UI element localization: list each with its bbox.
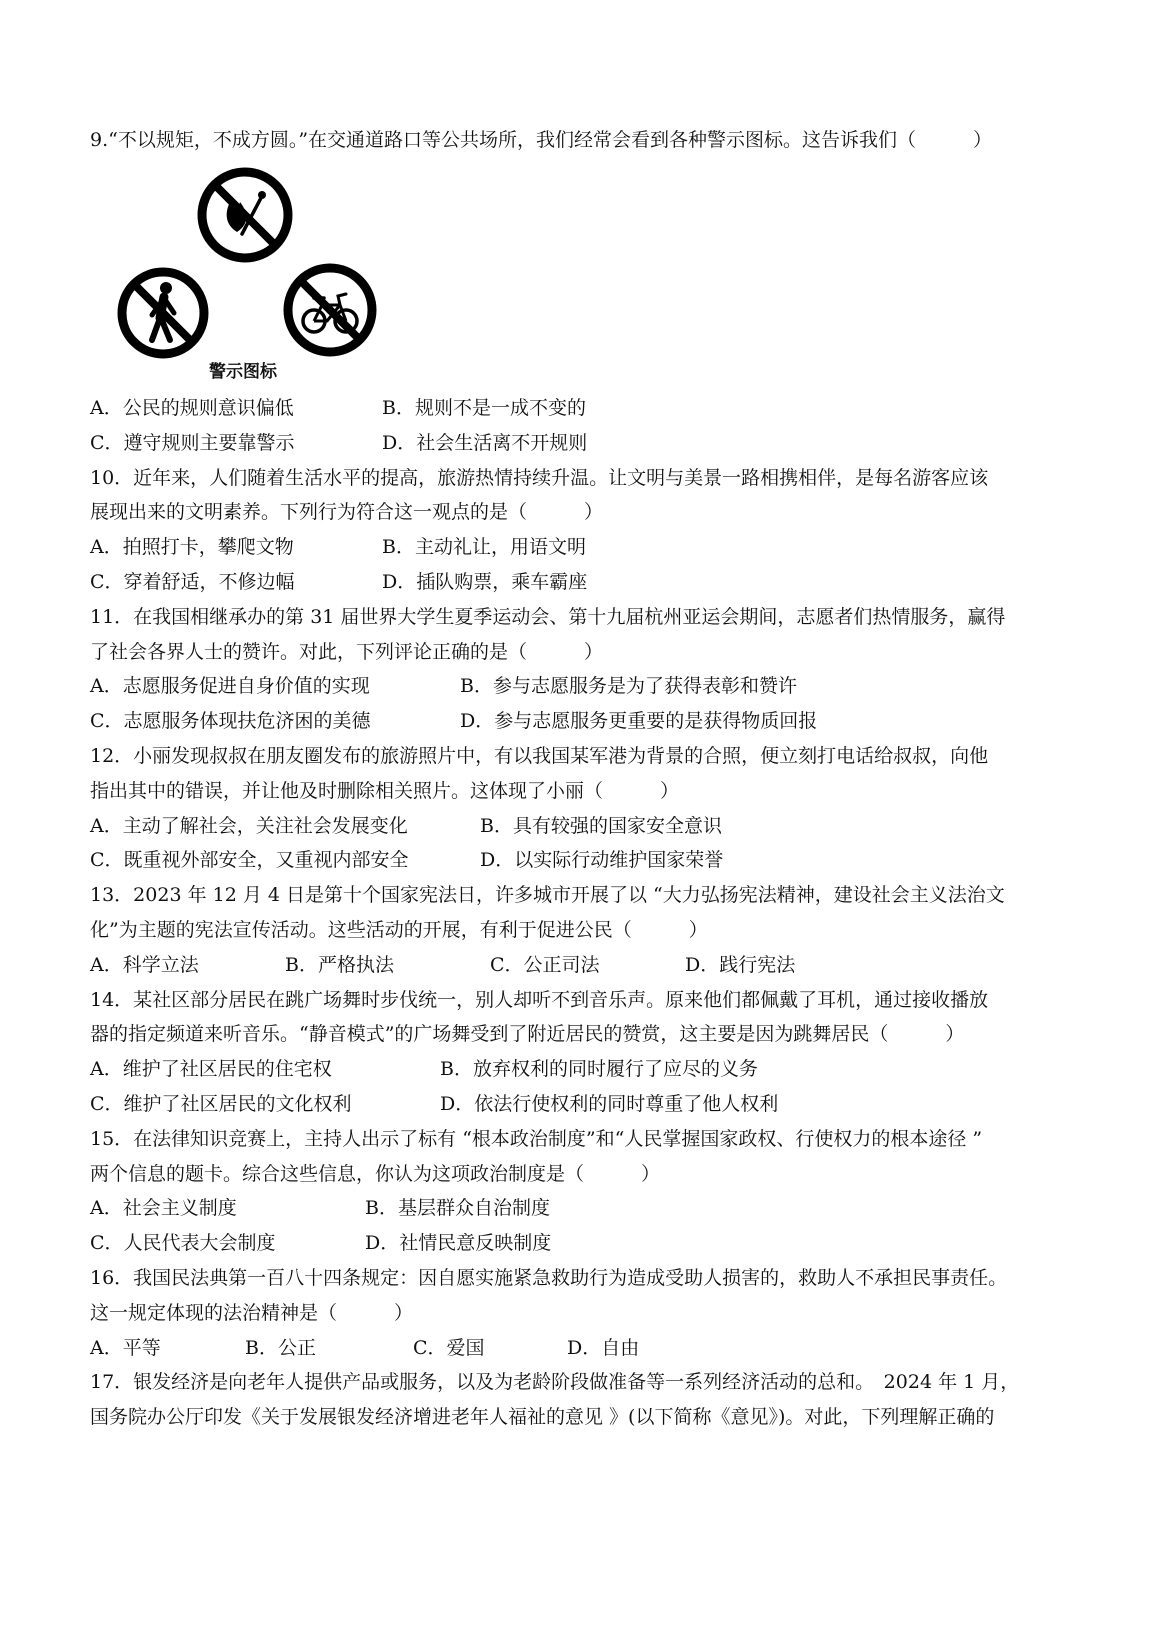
option-c: C．遵守规则主要靠警示 [90, 431, 295, 454]
option-c: C．既重视外部安全，又重视内部安全 [90, 849, 409, 872]
question-16-stem: 16．我国民法典第一百八十四条规定：因自愿实施紧急救助行为造成受助人损害的，救助人不承担民事责任。 [90, 1266, 1008, 1289]
options-row [90, 565, 1090, 600]
options-row [90, 948, 1090, 983]
option-c: C．人民代表大会制度 [90, 1232, 276, 1255]
option-b: B．公正 [245, 1336, 316, 1359]
options-row [90, 843, 1090, 878]
question-9-stem: 9.“不以规矩，不成方圆。”在交通道路口等公共场所，我们经常会看到各种警示图标。这告诉我们（ ） [90, 129, 993, 151]
option-a: A．主动了解社会，关注社会发展变化 [90, 814, 408, 837]
option-a: A．公民的规则意识偏低 [90, 397, 294, 419]
option-d: D．依法行使权利的同时尊重了他人权利 [440, 1092, 779, 1115]
pedestrian-head-icon [160, 282, 172, 294]
no-pedestrian-icon [122, 272, 204, 354]
options-row [90, 1226, 1090, 1261]
option-d: D．自由 [567, 1336, 640, 1359]
options-row [90, 426, 1090, 461]
question-15-stem: 两个信息的题卡。综合这些信息，你认为这项政治制度是（ ） [90, 1162, 661, 1185]
question-15-stem: 15．在法律知识竞赛上，主持人出示了标有 “根本政治制度”和“人民掌握国家政权、行使权力的根本途径 ” [90, 1127, 983, 1150]
question-body [90, 391, 1090, 1435]
question-14-stem: 14．某社区部分居民在跳广场舞时步伐统一，别人却听不到音乐声。原来他们都佩戴了耳机，通过接收播放 [90, 988, 989, 1011]
option-a: A．拍照打卡，攀爬文物 [90, 536, 294, 559]
question-13-stem: 13．2023 年 12 月 4 日是第十个国家宪法日，许多城市开展了以 “大力弘扬宪法精神，建设社会主义法治文 [90, 884, 1005, 907]
question-12-stem: 指出其中的错误，并让他及时删除相关照片。这体现了小丽（ ） [90, 779, 680, 802]
question-17-stem: 17．银发经济是向老年人提供产品或服务，以及为老龄阶段做准备等一系列经济活动的总和。 2024 年 1 月， [90, 1371, 1020, 1394]
option-a: A．维护了社区居民的住宅权 [90, 1058, 332, 1081]
options-row [90, 1052, 1090, 1087]
warning-signs-figure [110, 160, 390, 390]
question-17-stem: 国务院办公厅印发《关于发展银发经济增进老年人福祉的意见 》(以下简称《意见》)。对此，下列理解正确的 [90, 1406, 995, 1429]
question-10-stem: 10．近年来，人们随着生活水平的提高，旅游热情持续升温。让文明与美景一路相携相伴，是每名游客应该 [90, 466, 989, 489]
option-b: B．规则不是一成不变的 [382, 397, 586, 419]
options-row [90, 809, 1090, 844]
option-d: D．社情民意反映制度 [365, 1232, 552, 1255]
question-14-stem: 器的指定频道来听音乐。“静音模式”的广场舞受到了附近居民的赞赏，这主要是因为跳舞居民（ ） [90, 1023, 965, 1046]
option-d: D．插队购票，乘车霸座 [382, 570, 588, 593]
no-bicycle-icon [288, 268, 372, 352]
option-b: B．主动礼让，用语文明 [382, 536, 586, 559]
question-12-stem: 12．小丽发现叔叔在朋友圈发布的旅游照片中，有以我国某军港为背景的合照，便立刻打电话给叔叔，向他 [90, 744, 989, 767]
option-b: B．具有较强的国家安全意识 [480, 814, 722, 837]
question-10-stem: 展现出来的文明素养。下列行为符合这一观点的是（ ） [90, 501, 604, 524]
options-row [90, 1331, 1090, 1366]
no-fire-icon [202, 172, 288, 258]
option-a: A．科学立法 [90, 953, 199, 976]
option-d: D．社会生活离不开规则 [382, 431, 588, 454]
option-d: D．以实际行动维护国家荣誉 [480, 849, 724, 872]
option-c: C．爱国 [413, 1336, 485, 1359]
option-d: D．践行宪法 [685, 953, 796, 976]
option-a: A．平等 [90, 1336, 161, 1359]
option-c: C．志愿服务体现扶危济困的美德 [90, 710, 371, 733]
match-head-icon [258, 191, 266, 199]
options-row [90, 669, 1090, 704]
question-13-stem: 化”为主题的宪法宣传活动。这些活动的开展，有利于促进公民（ ） [90, 918, 708, 941]
option-c: C．穿着舒适，不修边幅 [90, 570, 295, 593]
option-c: C．公正司法 [490, 953, 600, 976]
options-row [90, 1191, 1090, 1226]
question-16-stem: 这一规定体现的法治精神是（ ） [90, 1301, 414, 1324]
option-a: A．志愿服务促进自身价值的实现 [90, 675, 370, 698]
options-row [90, 704, 1090, 739]
options-row [90, 391, 1090, 426]
figure-caption: 警示图标 [209, 362, 277, 382]
question-11-stem: 了社会各界人士的赞许。对此，下列评论正确的是（ ） [90, 640, 604, 663]
option-b: B．基层群众自治制度 [365, 1197, 550, 1220]
warning-signs-svg [110, 160, 390, 390]
option-b: B．严格执法 [285, 953, 394, 976]
option-a: A．社会主义制度 [90, 1197, 237, 1220]
option-b: B．参与志愿服务是为了获得表彰和赞许 [460, 675, 797, 698]
options-row [90, 530, 1090, 565]
question-11-stem: 11．在我国相继承办的第 31 届世界大学生夏季运动会、第十九届杭州亚运会期间，志愿者们热情服务，赢得 [90, 605, 1006, 628]
option-d: D．参与志愿服务更重要的是获得物质回报 [460, 710, 818, 733]
option-b: B．放弃权利的同时履行了应尽的义务 [440, 1058, 758, 1081]
options-row [90, 1087, 1090, 1122]
option-c: C．维护了社区居民的文化权利 [90, 1092, 352, 1115]
